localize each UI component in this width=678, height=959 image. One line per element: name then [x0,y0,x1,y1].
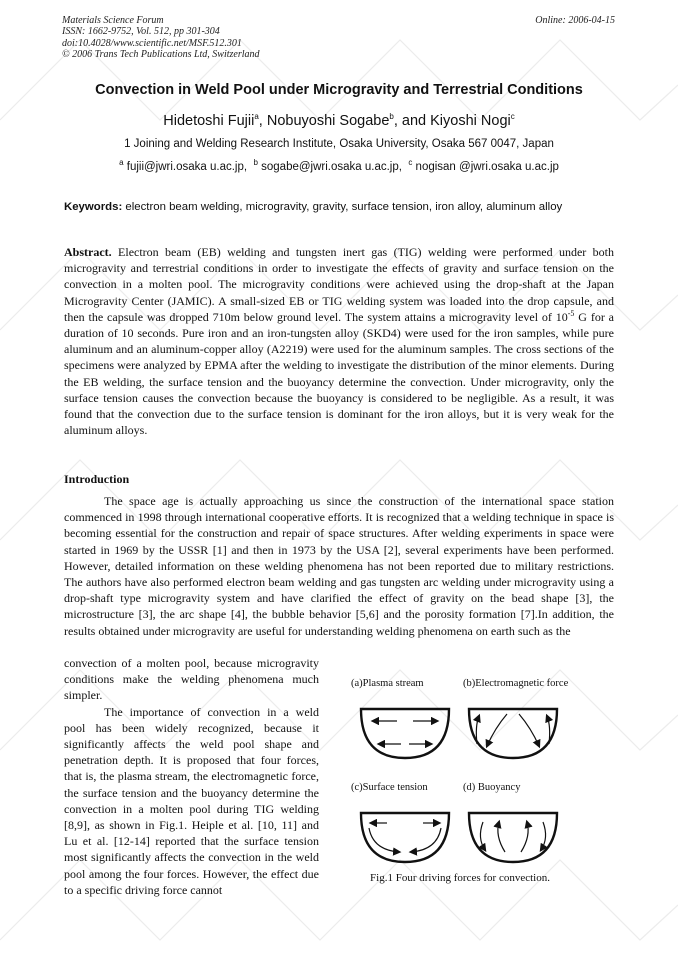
keywords-label: Keywords: [64,201,123,213]
copyright: © 2006 Trans Tech Publications Ltd, Switzerland [62,48,260,60]
weld-pool-surface-tension-diagram [357,810,453,866]
section-heading-introduction: Introduction [64,472,130,486]
email-mark: c [408,158,413,168]
figure-label-d: (d) Buoyancy [463,782,521,793]
email: fujii@jwri.osaka u.ac.jp, [126,161,248,173]
paper-title: Convection in Weld Pool under Microgravity and Terrestrial Conditions [95,82,583,98]
weld-pool-plasma-stream-diagram [357,706,453,762]
weld-pool-electromagnetic-force-diagram [465,706,561,762]
intro-paragraph: The space age is actually approaching us since the construction of the international space station commenced in 1998 through international cooperative efforts. It is recognized that a welding technique in space is becoming essential for the construction and repair of space structures. After welding experiments in space were started in 1969 by the USSR [1] and then in 1973 by the USA [2], several experiments have been performed. However, detailed information on these welding phenomena has not been reported due to military restrictions. The authors have also performed electron beam welding and gas tungsten arc welding under microgravity using a drop-shaft type microgravity system and have clarified the effect of gravity on the bead shape [3], the microstructure [3], the arc shape [4], the bubble behavior [5,6] and the porosity formation [7].In addition, the results obtained under microgravity are useful for understanding welding phenomena on earth such as the [64,494,614,638]
author-affil-mark: a [254,112,259,122]
figure-label-b: (b)Electromagnetic force [463,678,569,689]
figure-caption: Fig.1 Four driving forces for convection. [370,872,550,884]
abstract-text-cont: G for a duration of 10 seconds. Pure iron and an iron-tungsten alloy (SKD4) were used for the iron samples, while pure aluminum and an aluminum-copper alloy (A2219) were used for the aluminum samples. The cross sections of the specimens were analyzed by EPMA after the welding to investigate the distribution of the minor elements. During the EB welding, the surface tension and the buoyancy determine the convection. Under microgravity, only the surface tension causes the convection because the buoyancy is considered to be negligible. As a result, it was found that the convection due to the surface tension is dominant for the iron alloys, but it is very weak for the aluminum alloys. [64,309,615,438]
figure-label-a: (a)Plasma stream [351,678,424,689]
intro-paragraph-continued: convection of a molten pool, because microgravity conditions make the welding phenomena much simpler. [64,656,319,703]
online-date: Online: 2006-04-15 [535,15,615,26]
email: nogisan @jwri.osaka u.ac.jp [415,161,559,173]
email: sogabe@jwri.osaka u.ac.jp, [261,161,402,173]
keywords-text: electron beam welding, microgravity, gravity, surface tension, iron alloy, aluminum alloy [125,201,563,213]
figure-1 [345,672,575,892]
email-mark: b [253,158,258,168]
journal-name: Materials Science Forum [62,15,164,26]
figure-label-c: (c)Surface tension [351,782,428,793]
email-mark: a [119,158,124,168]
author-name: Hidetoshi Fujii [163,113,255,129]
author-name: Kiyoshi Nogi [430,113,511,129]
author-name: Nobuyoshi Sogabe [266,113,390,129]
abstract-label: Abstract. [64,245,112,259]
journal-info [62,15,260,60]
author-affil-mark: c [510,112,515,122]
author-list [0,113,678,129]
affiliation: 1 Joining and Welding Research Institute, Osaka University, Osaka 567 0047, Japan [124,138,554,150]
issn: ISSN: 1662-9752, Vol. 512, pp 301-304 [62,26,220,38]
abstract-exponent: -5 [567,308,575,318]
abstract-text: Electron beam (EB) welding and tungsten inert gas (TIG) welding were performed under both microgravity and terrestrial conditions in order to investigate the effects of gravity and surface tension on the convection in a molten pool. The microgravity conditions were achieved using the drop-shaft at the Japan Microgravity Center (JAMIC). A small-sized EB or TIG welding system was loaded into the drop capsule, and then the capsule was dropped 710m below ground level. The system attains a microgravity level of 10 [64,245,615,324]
author-affil-mark: b [389,112,394,122]
author-separator: , [258,113,267,129]
author-separator: , and [393,113,431,129]
doi: doi:10.4028/www.scientific.net/MSF.512.301 [62,37,242,49]
keywords [64,201,624,213]
abstract [64,244,614,438]
intro-paragraph: The importance of convection in a weld pool has been widely recognized, because it significantly affects the weld pool shape and penetration depth. It is proposed that four forces, that is, the plasma stream, the electromagnetic force, the surface tension and the buoyancy determine the convection in a molten pool during TIG welding [8,9], as shown in Fig.1. Heiple et al. [10, 11] and Lu et al. [12-14] reported that the surface tension most significantly affects the convection in the weld pool among the four forces. However, the effect due to a specific driving force cannot [64,704,319,897]
intro-left-column [64,655,319,898]
weld-pool-buoyancy-diagram [465,810,561,866]
email-list [0,158,678,173]
